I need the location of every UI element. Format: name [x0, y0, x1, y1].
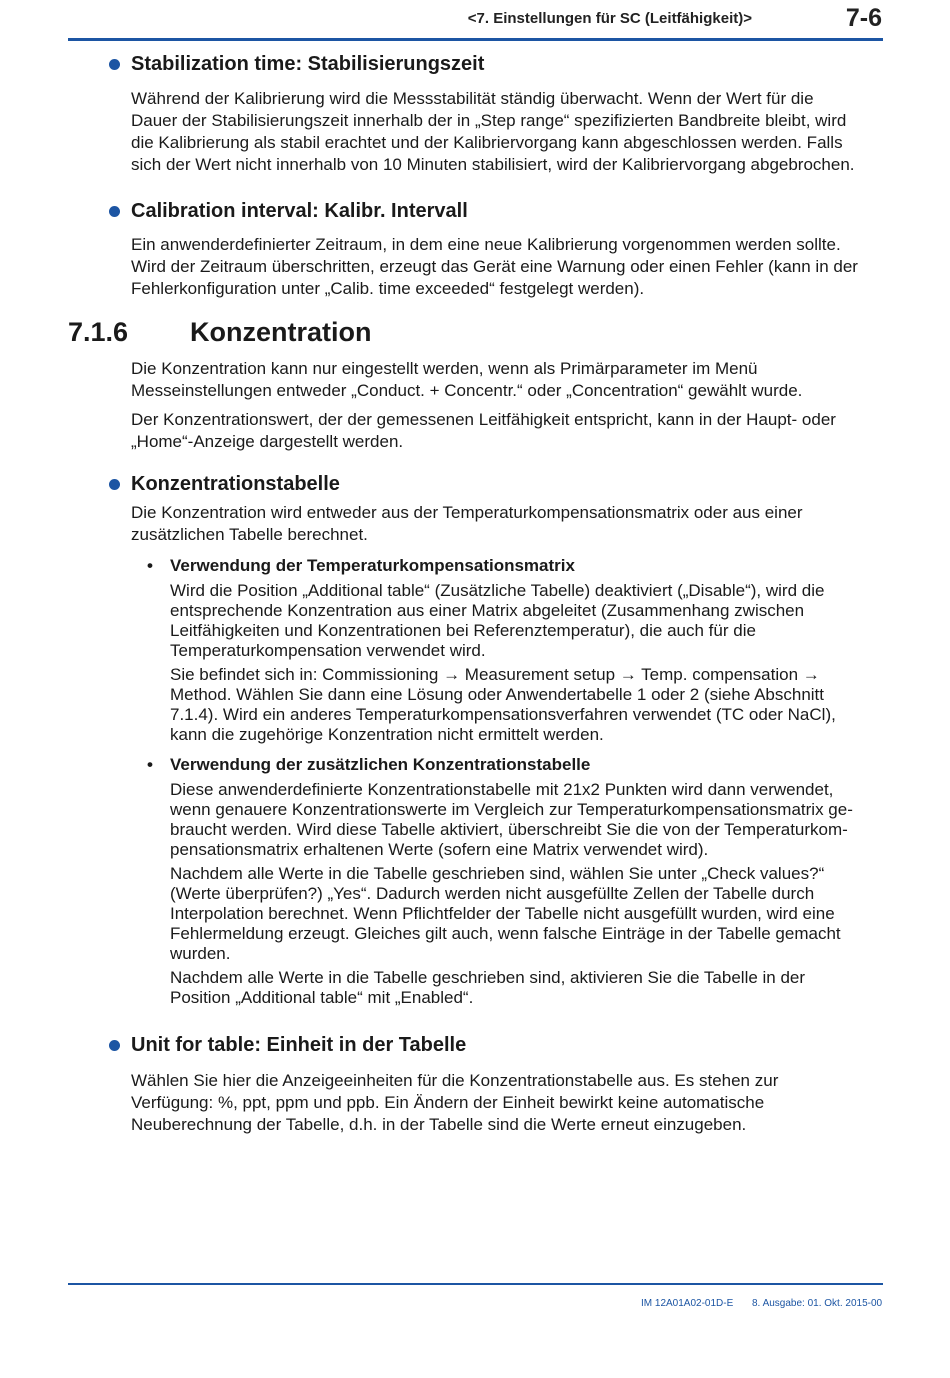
section-title: Konzentration: [190, 317, 372, 347]
sub1-heading: Verwendung der Temperaturkompensationsmatrix: [170, 556, 575, 575]
calibration-interval-heading: Calibration interval: Kalibr. Intervall: [131, 200, 468, 222]
text-line: Wird die Position „Additional table“ (Zusätzliche Tabelle) deaktiviert („Disable“), wird die: [170, 581, 825, 600]
text-line: Interpolation berechnet. Wenn Pflichtfelder der Tabelle nicht ausgefüllt wurden, wird eine: [170, 904, 835, 923]
text-line: Verfügung: %, ppt, ppm und ppb. Ein Ändern der Einheit bewirkt keine automatische: [131, 1093, 765, 1112]
text-line: Leitfähigkeiten und Konzentrationen bei Referenztemperatur), die auch für die: [170, 621, 756, 640]
bullet-dot-icon: [109, 206, 120, 217]
stabilization-heading: Stabilization time: Stabilisierungszeit: [131, 53, 485, 75]
sub1-paragraph-2: [170, 665, 890, 745]
calibration-interval-paragraph: [131, 234, 891, 300]
text-line: Ein anwenderdefinierter Zeitraum, in dem eine neue Kalibrierung vorgenommen werden sollte.: [131, 235, 841, 254]
text-line: Position „Additional table“ mit „Enabled“.: [170, 988, 474, 1007]
concentration-table-heading: Konzentrationstabelle: [131, 473, 340, 495]
text-line: Während der Kalibrierung wird die Messstabilität ständig überwacht. Wenn der Wert für die: [131, 89, 814, 108]
sub1-paragraph-1: [170, 581, 890, 661]
header-divider: [68, 38, 883, 41]
section-number: 7.1.6: [68, 317, 129, 347]
text-line: (Werte überprüfen?) „Yes“. Dadurch werden nicht ausgefüllte Zellen der Tabelle durch: [170, 884, 815, 903]
text-line: Fehlerkonfiguration unter „Calib. time exceeded“ festgelegt werden).: [131, 279, 645, 298]
text-line: Die Konzentration kann nur eingestellt werden, wenn als Primärparameter im Menü: [131, 359, 758, 378]
text-line: Sie befindet sich in: Commissioning → Measurement setup → Temp. compensation →: [170, 665, 820, 684]
stabilization-paragraph: [131, 88, 891, 176]
sub2-heading: Verwendung der zusätzlichen Konzentrationstabelle: [170, 755, 591, 774]
text-line: sich der Wert nicht innerhalb von 10 Minuten stabilisiert, wird der Kalibriervorgang abgebrochen.: [131, 155, 855, 174]
document-id: IM 12A01A02-01D-E: [641, 1298, 734, 1309]
section-paragraph-2: [131, 409, 891, 453]
text-line: kann die zugehörige Konzentration nicht ermittelt werden.: [170, 725, 604, 744]
page-number: 7-6: [845, 4, 882, 32]
text-line: braucht werden. Wird diese Tabelle aktiviert, überschreibt Sie die von der Temperaturkom-: [170, 820, 848, 839]
text-line: die Kalibrierung als stabil erachtet und der Kalibriervorgang kann abgeschlossen werden. Falls: [131, 133, 843, 152]
text-line: Der Konzentrationswert, der der gemessenen Leitfähigkeit entspricht, kann in der Haupt- oder: [131, 410, 836, 429]
sub-bullet: •: [147, 755, 153, 774]
text-line: Neuberechnung der Tabelle, d.h. in der Tabelle sind die Werte erneut einzugeben.: [131, 1115, 747, 1134]
text-line: Messeinstellungen entweder „Conduct. + Concentr.“ oder „Concentration“ gewählt wurde.: [131, 381, 803, 400]
text-line: Fehlermeldung erzeugt. Gleiches gilt auch, wenn falsche Einträge in der Tabelle gemacht: [170, 924, 841, 943]
text-line: Dauer der Stabilisierungszeit innerhalb der in „Step range“ spezifizierten Bandbreite bleibt, wird: [131, 111, 847, 130]
chapter-title: <7. Einstellungen für SC (Leitfähigkeit)>: [467, 10, 752, 27]
bullet-dot-icon: [109, 1040, 120, 1051]
text-line: zusätzlichen Tabelle berechnet.: [131, 525, 368, 544]
edition-info: 8. Ausgabe: 01. Okt. 2015-00: [752, 1298, 883, 1309]
text-line: Method. Wählen Sie dann eine Lösung oder Anwendertabelle 1 oder 2 (siehe Abschnitt: [170, 685, 825, 704]
bullet-dot-icon: [109, 59, 120, 70]
sub2-paragraph-3: [170, 968, 890, 1008]
text-line: Diese anwenderdefinierte Konzentrationstabelle mit 21x2 Punkten wird dann verwendet,: [170, 780, 834, 799]
unit-table-heading: Unit for table: Einheit in der Tabelle: [131, 1034, 467, 1056]
sub2-paragraph-2: [170, 864, 890, 964]
sub-bullet: •: [147, 556, 153, 575]
bullet-dot-icon: [109, 479, 120, 490]
text-line: Nachdem alle Werte in die Tabelle geschrieben sind, wählen Sie unter „Check values?“: [170, 864, 825, 883]
concentration-table-paragraph: [131, 502, 891, 546]
text-line: „Home“-Anzeige dargestellt werden.: [131, 432, 404, 451]
sub2-paragraph-1: [170, 780, 890, 860]
text-line: Die Konzentration wird entweder aus der Temperaturkompensationsmatrix oder aus einer: [131, 503, 803, 522]
text-line: Nachdem alle Werte in die Tabelle geschrieben sind, aktivieren Sie die Tabelle in der: [170, 968, 806, 987]
text-line: wenn genauere Konzentrationswerte im Vergleich zur Temperaturkompensationsmatrix ge-: [170, 800, 853, 819]
text-line: Wird der Zeitraum überschritten, erzeugt das Gerät eine Warnung oder einen Fehler (kann in der: [131, 257, 858, 276]
unit-table-paragraph: [131, 1070, 891, 1136]
text-line: wurden.: [170, 944, 231, 963]
footer-divider: [68, 1283, 883, 1285]
text-line: pensationsmatrix erhaltenen Werte (sofern eine Matrix verwendet wird).: [170, 840, 709, 859]
text-line: 7.1.4). Wird ein anderes Temperaturkompensationsverfahren verwendet (TC oder NaCl),: [170, 705, 836, 724]
section-paragraph-1: [131, 358, 891, 402]
text-line: entsprechende Konzentration aus einer Matrix abgeleitet (Zusammenhang zwischen: [170, 601, 805, 620]
text-line: Wählen Sie hier die Anzeigeeinheiten für die Konzentrationstabelle aus. Es stehen zur: [131, 1071, 779, 1090]
text-line: Temperaturkompensation verwendet wird.: [170, 641, 486, 660]
